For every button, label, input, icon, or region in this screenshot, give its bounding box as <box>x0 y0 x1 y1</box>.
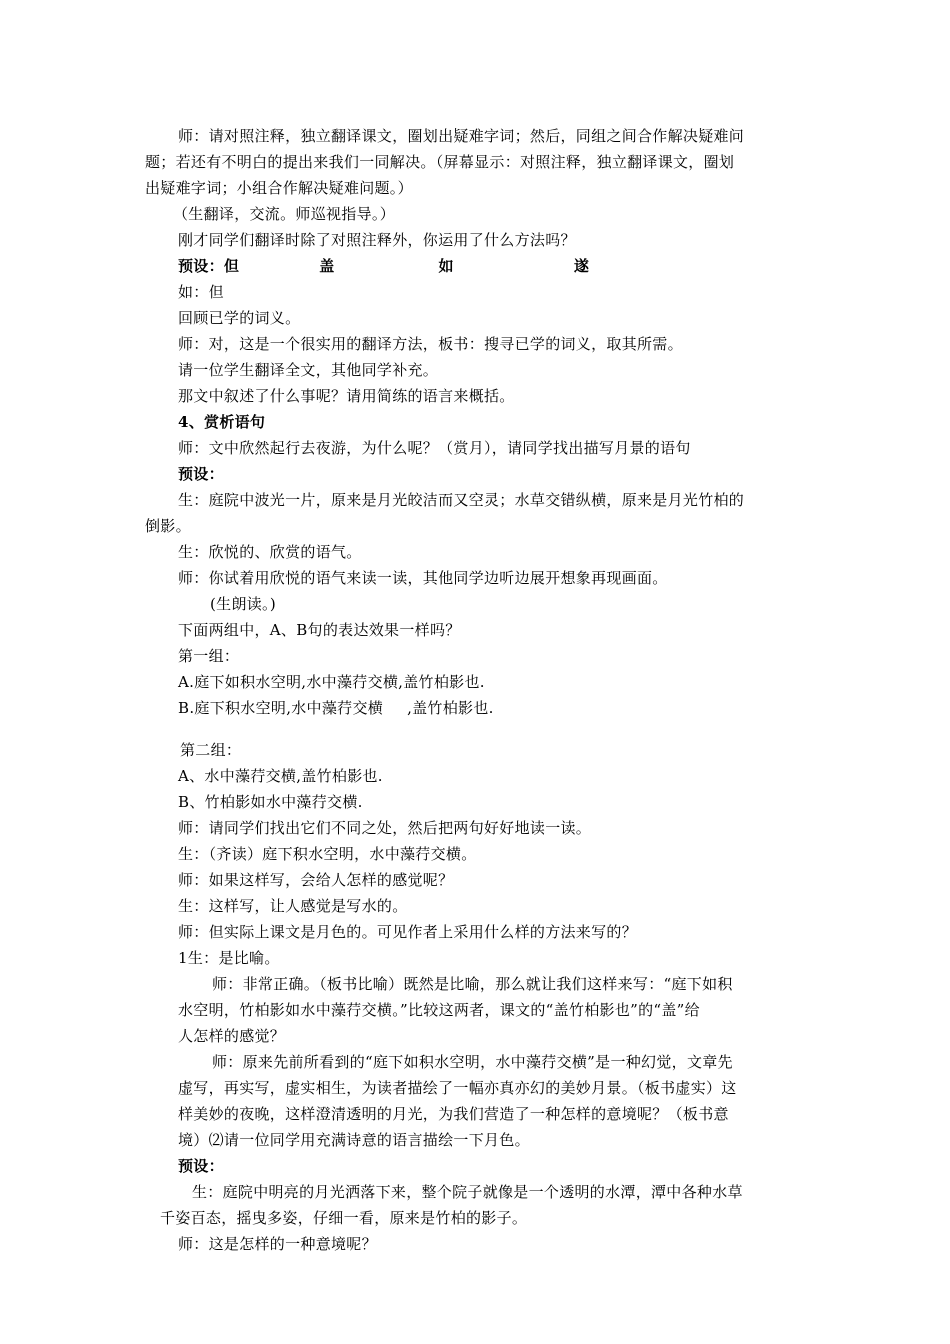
text-line: 千姿百态，摇曳多姿，仔细一看，原来是竹柏的影子。 <box>160 1209 528 1227</box>
preset-label: 预设： <box>178 1157 224 1175</box>
preset-words-row <box>178 254 589 278</box>
text-line: 师：如果这样写，会给人怎样的感觉呢？ <box>178 871 454 889</box>
text-line: 师：你试着用欣悦的语气来读一读，其他同学边听边展开想象再现画面。 <box>178 569 668 587</box>
text-line: 如：但 <box>178 283 224 301</box>
text-line: 生：这样写，让人感觉是写水的。 <box>178 897 408 915</box>
text-line <box>178 696 494 720</box>
text-line: 师：非常正确。（板书比喻）既然是比喻，那么就让我们这样来写：“庭下如积 <box>212 975 733 993</box>
text-line: 倒影。 <box>145 517 191 535</box>
text-line: 师：但实际上课文是月色的。可见作者上采用什么样的方法来写的？ <box>178 923 638 941</box>
text-line: 师：请同学们找出它们不同之处，然后把两句好好地读一读。 <box>178 819 592 837</box>
text-line: 第二组： <box>180 741 242 759</box>
preset-label: 预设： <box>178 465 224 483</box>
text-line: 人怎样的感觉？ <box>178 1027 286 1045</box>
text-line: 1生：是比喻。 <box>178 949 280 967</box>
text-line: 生：欣悦的、欣赏的语气。 <box>178 543 362 561</box>
text-line: 师：原来先前所看到的“庭下如积水空明，水中藻荇交横”是一种幻觉，文章先 <box>212 1053 733 1071</box>
text-line: 境）⑵请一位同学用充满诗意的语言描绘一下月色。 <box>178 1131 530 1149</box>
text-line: 第一组： <box>178 647 240 665</box>
preset-word: 遂 <box>573 257 590 275</box>
text-line: 出疑难字词；小组合作解决疑难问题。） <box>145 179 413 197</box>
text-line: 水空明，竹柏影如水中藻荇交横。”比较这两者，课文的“盖竹柏影也”的“盖”给 <box>178 1001 700 1019</box>
text-line: 虚写，再实写，虚实相生，为读者描绘了一幅亦真亦幻的美妙月景。（板书虚实）这 <box>178 1079 737 1097</box>
preset-word: 盖 <box>319 257 335 275</box>
text-line: 那文中叙述了什么事呢？请用简练的语言来概括。 <box>178 387 515 405</box>
text-line: 请一位学生翻译全文，其他同学补充。 <box>178 361 439 379</box>
text-line: 生：（齐读）庭下积水空明，水中藻荇交横。 <box>178 845 477 863</box>
text-line: A、水中藻荇交横,盖竹柏影也. <box>178 767 383 785</box>
text-line: 生：庭院中明亮的月光洒落下来，整个院子就像是一个透明的水潭，潭中各种水草 <box>192 1183 743 1201</box>
text-line: (生朗读。) <box>210 595 277 613</box>
sentence-part: B.庭下积水空明,水中藻荇交横 <box>178 699 384 717</box>
text-line: 刚才同学们翻译时除了对照注释外，你运用了什么方法吗？ <box>178 231 576 249</box>
text-line: 回顾已学的词义。 <box>178 309 301 327</box>
text-line: A.庭下如积水空明,水中藻荇交横,盖竹柏影也. <box>178 673 485 691</box>
text-line: 师：请对照注释，独立翻译课文，圈划出疑难字词；然后，同组之间合作解决疑难问 <box>178 127 745 145</box>
text-line: 师：文中欣然起行去夜游，为什么呢？（赏月），请同学找出描写月景的语句 <box>178 439 691 457</box>
text-line: （生翻译，交流。师巡视指导。） <box>173 205 396 223</box>
text-line: 生：庭院中波光一片，原来是月光皎洁而又空灵；水草交错纵横，原来是月光竹柏的 <box>178 491 745 509</box>
preset-label: 预设：但 <box>178 257 240 275</box>
text-line: 题；若还有不明白的提出来我们一同解决。（屏幕显示：对照注释，独立翻译课文，圈划 <box>145 153 735 171</box>
preset-word: 如 <box>438 257 454 275</box>
text-line: 样美妙的夜晚，这样澄清透明的月光，为我们营造了一种怎样的意境呢？（板书意 <box>178 1105 729 1123</box>
text-line: 师：这是怎样的一种意境呢？ <box>178 1235 377 1253</box>
text-line: 下面两组中，A、B句的表达效果一样吗？ <box>178 621 461 639</box>
section-heading: 4、赏析语句 <box>178 413 266 431</box>
text-line: 师：对，这是一个很实用的翻译方法，板书：搜寻已学的词义，取其所需。 <box>178 335 683 353</box>
text-line: B、竹柏影如水中藻荇交横. <box>178 793 363 811</box>
sentence-part: ,盖竹柏影也. <box>407 699 494 717</box>
